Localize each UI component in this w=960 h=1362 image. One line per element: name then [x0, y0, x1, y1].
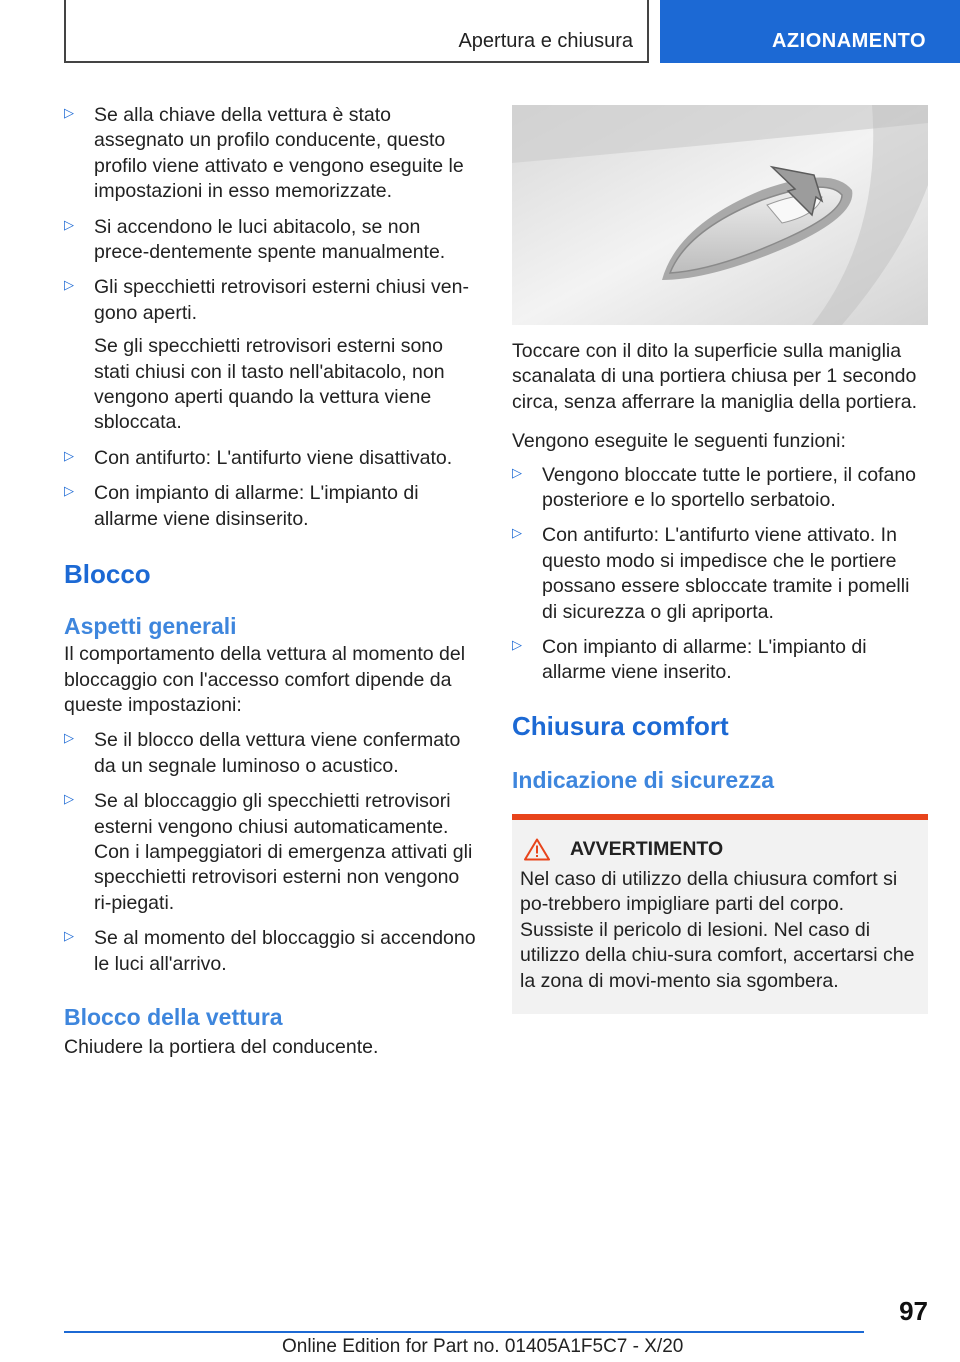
heading-blocco: Blocco — [64, 559, 151, 590]
aspetti-paragraph: Il comportamento della vettura al momento del bloccaggio con l'accesso comfort dipende da queste impostazioni: — [64, 643, 466, 716]
header-section-box — [64, 0, 649, 63]
list-item-text: Con antifurto: L'antifurto viene disattivato. — [94, 446, 453, 469]
list-item — [64, 728, 480, 779]
list-item — [64, 446, 480, 471]
list-item — [512, 635, 928, 686]
header-chapter-tab — [660, 0, 960, 63]
lock-functions-list — [512, 463, 928, 686]
footer-divider — [64, 1331, 864, 1333]
page-header — [0, 0, 960, 66]
list-item — [64, 926, 480, 977]
list-item — [512, 463, 928, 514]
list-item-text: Si accendono le luci abitacolo, se non prece-dentemente spente manualmente. — [94, 215, 446, 264]
list-item — [64, 481, 480, 532]
warning-box — [512, 814, 928, 1014]
door-handle-illustration — [512, 105, 928, 325]
lock-settings-list — [64, 728, 480, 977]
photo-caption: Toccare con il dito la superficie sulla maniglia scanalata di una portiera chiusa per 1 secondo circa, senza afferrare la maniglia della portiera. — [512, 340, 918, 413]
triangle-right-icon: ▷ — [64, 730, 74, 746]
warning-title-row — [520, 838, 920, 861]
list-item — [64, 275, 480, 435]
list-item — [64, 789, 480, 916]
heading-aspetti-generali: Aspetti generali — [64, 613, 237, 640]
triangle-right-icon: ▷ — [512, 637, 522, 653]
list-item-text: Con impianto di allarme: L'impianto di allarme viene inserito. — [542, 636, 867, 684]
footer-edition: Online Edition for Part no. 01405A1F5C7 - X/20 — [282, 1336, 684, 1357]
triangle-right-icon: ▷ — [512, 525, 522, 541]
header-chapter-label: AZIONAMENTO — [771, 30, 926, 52]
warning-text: Nel caso di utilizzo della chiusura comfort si po-trebbero impigliare parti del corpo. Sussiste il pericolo di lesioni. Nel caso di utilizzo della chiu-sura comfort, accertarsi che la zona di movi-mento sia sgombera. — [520, 867, 915, 992]
door-handle-photo — [512, 105, 928, 325]
triangle-right-icon: ▷ — [512, 464, 522, 480]
heading-indicazione-sicurezza: Indicazione di sicurezza — [512, 766, 775, 793]
triangle-right-icon: ▷ — [64, 447, 74, 463]
heading-chiusura-comfort: Chiusura comfort — [512, 710, 729, 741]
list-item-text: Se il blocco della vettura viene confermato da un segnale luminoso o acustico. — [94, 729, 461, 777]
list-item — [64, 103, 480, 205]
list-item — [64, 215, 480, 266]
hazard-lights-note: Con i lampeggiatori di emergenza attivati gli specchietti retrovisori esterni non vengono ri-piegati. — [94, 840, 473, 914]
functions-intro: Vengono eseguite le seguenti funzioni: — [512, 430, 846, 453]
warning-title: AVVERTIMENTO — [570, 837, 724, 860]
triangle-right-icon: ▷ — [64, 483, 74, 499]
heading-blocco-vettura: Blocco della vettura — [64, 1003, 283, 1030]
list-item-text: Con antifurto: L'antifurto viene attivato. In questo modo si impedisce che le portiere possano essere sbloccate tramite i pomelli di sicurezza o gli apriporta. — [542, 524, 910, 623]
page-number: 97 — [899, 1296, 928, 1326]
list-item-text: Con impianto di allarme: L'impianto di allarme viene disinserito. — [94, 482, 419, 530]
blocco-vettura-paragraph: Chiudere la portiera del conducente. — [64, 1035, 379, 1058]
header-section-title: Apertura e chiusura — [458, 30, 633, 52]
triangle-right-icon: ▷ — [64, 216, 74, 232]
left-column — [64, 103, 480, 1060]
unlock-effects-list — [64, 103, 480, 532]
triangle-right-icon: ▷ — [64, 791, 74, 807]
right-column — [512, 105, 928, 1014]
list-item-text: Gli specchietti retrovisori esterni chiusi ven-gono aperti. — [94, 276, 469, 324]
warning-triangle-icon — [524, 838, 550, 861]
triangle-right-icon: ▷ — [64, 928, 74, 944]
list-item-text: Se alla chiave della vettura è stato assegnato un profilo conducente, questo profilo viene attivato e vengono eseguite le impostazioni in esso memorizzate. — [94, 104, 464, 203]
triangle-right-icon: ▷ — [64, 277, 74, 293]
list-item-text: Vengono bloccate tutte le portiere, il cofano posteriore e lo sportello serbatoio. — [542, 463, 917, 512]
mirror-note: Se gli specchietti retrovisori esterni sono stati chiusi con il tasto nell'abitacolo, non vengono aperti quando la vettura viene sbloccata. — [94, 335, 445, 434]
list-item-text: Se al momento del bloccaggio si accendono le luci all'arrivo. — [94, 927, 476, 975]
list-item — [512, 523, 928, 625]
triangle-right-icon: ▷ — [64, 105, 74, 120]
list-item-text: Se al bloccaggio gli specchietti retrovisori esterni vengono chiusi automaticamente. — [94, 790, 451, 838]
